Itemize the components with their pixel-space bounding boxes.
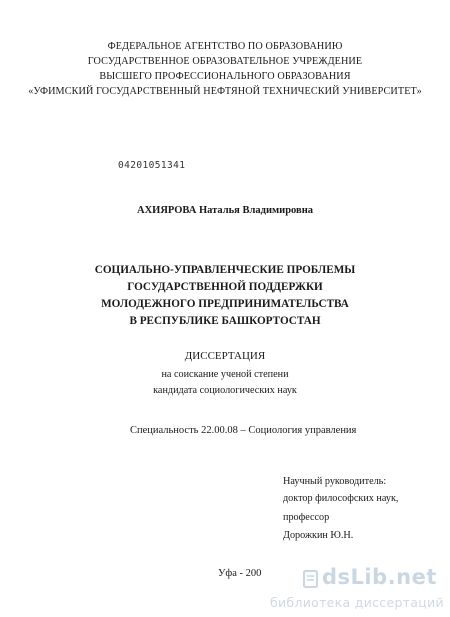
supervisor-rank: профессор — [283, 512, 330, 523]
supervisor-name: Дорожкин Ю.Н. — [283, 530, 354, 541]
degree-line-1: на соискание ученой степени — [161, 369, 289, 380]
book-icon — [302, 569, 320, 589]
watermark-tagline: библиотека диссертаций — [270, 595, 444, 610]
title-line-1: СОЦИАЛЬНО-УПРАВЛЕНЧЕСКИЕ ПРОБЛЕМЫ — [94, 264, 356, 276]
supervisor-label: Научный руководитель: — [283, 476, 387, 487]
place-year: Уфа - 200 — [218, 568, 262, 579]
watermark — [270, 565, 450, 617]
watermark-logo: dsLib.net — [322, 565, 437, 589]
title-line-3: МОЛОДЕЖНОГО ПРЕДПРИНИМАТЕЛЬСТВА — [101, 298, 349, 310]
org-line-1: ФЕДЕРАЛЬНОЕ АГЕНТСТВО ПО ОБРАЗОВАНИЮ — [107, 41, 343, 52]
author-name: АХИЯРОВА Наталья Владимировна — [136, 205, 313, 216]
degree-line-2: кандидата социологических наук — [153, 385, 297, 396]
org-line-2: ГОСУДАРСТВЕННОЕ ОБРАЗОВАТЕЛЬНОЕ УЧРЕЖДЕНИЕ — [87, 56, 363, 67]
supervisor-degree: доктор философских наук, — [283, 493, 399, 504]
title-line-4: В РЕСПУБЛИКЕ БАШКОРТОСТАН — [129, 315, 321, 327]
title-line-2: ГОСУДАРСТВЕННОЙ ПОДДЕРЖКИ — [127, 281, 323, 293]
org-line-4: «УФИМСКИЙ ГОСУДАРСТВЕННЫЙ НЕФТЯНОЙ ТЕХНИЧЕСКИЙ УНИВЕРСИТЕТ» — [28, 86, 422, 97]
org-line-3: ВЫСШЕГО ПРОФЕССИОНАЛЬНОГО ОБРАЗОВАНИЯ — [99, 71, 351, 82]
specialty: Специальность 22.00.08 – Социология управления — [130, 425, 357, 436]
document-type: ДИССЕРТАЦИЯ — [184, 350, 266, 362]
registration-code: 04201051341 — [118, 160, 186, 171]
